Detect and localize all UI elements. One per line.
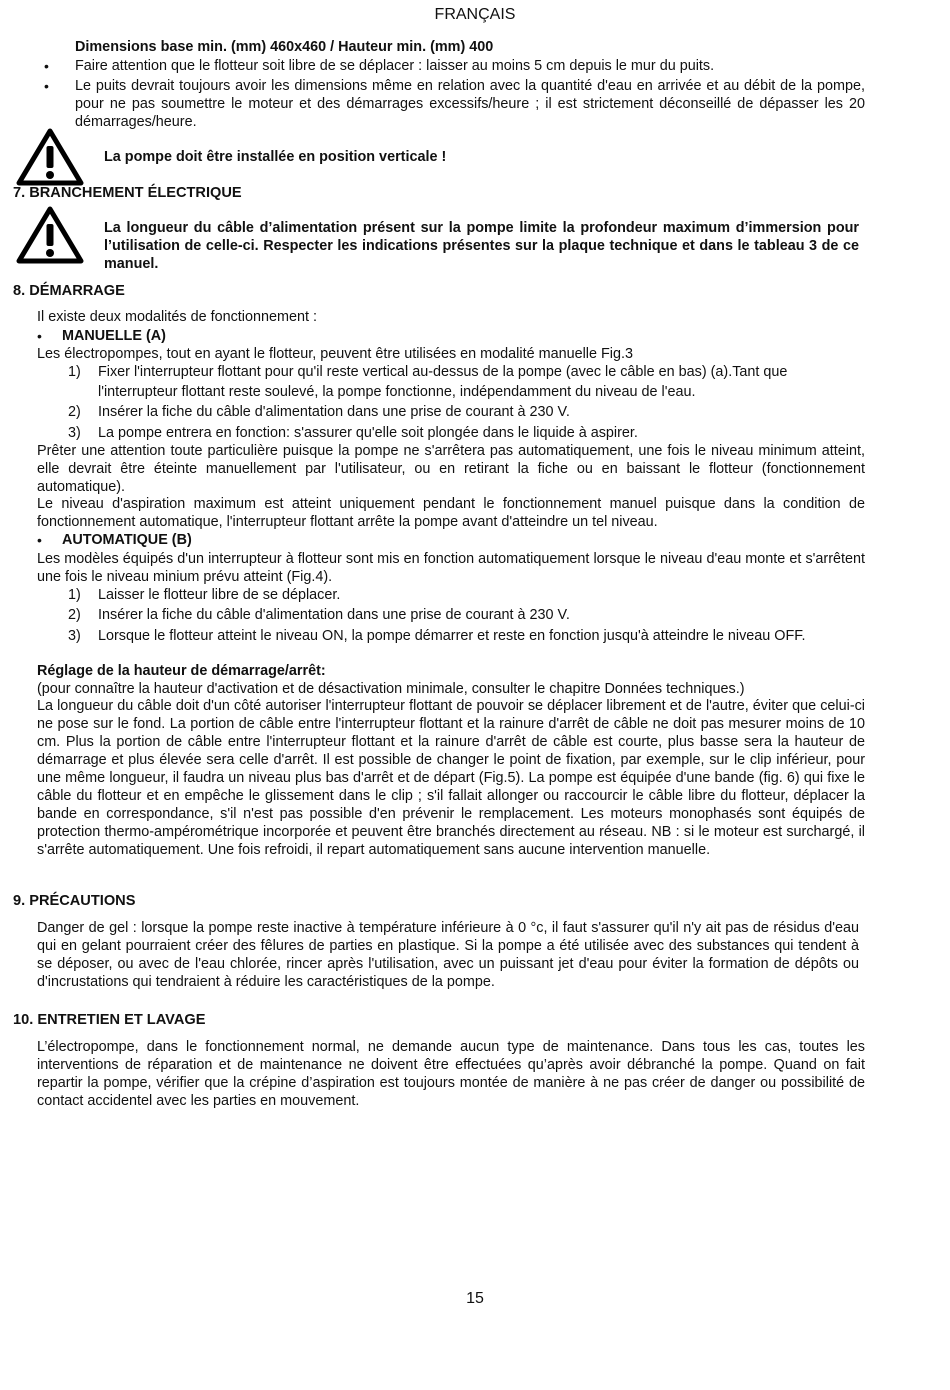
auto-step-3-number: 3)	[68, 628, 81, 644]
height-setting-note: (pour connaître la hauteur d'activation et de désactivation minimale, consulter le chapitre Données techniques.)	[37, 681, 745, 697]
manual-step-1-text-cont: l'interrupteur flottant reste soulevé, la pompe fonctionne, indépendamment du niveau de l'eau.	[98, 384, 696, 400]
page-header: FRANÇAIS	[434, 6, 516, 23]
auto-step-2-number: 2)	[68, 607, 81, 623]
manual-step-1-text: Fixer l'interrupteur flottant pour qu'il reste vertical au-dessus de la pompe (avec le câble en bas) (a).Tant que	[98, 364, 788, 380]
section-10-title: 10. ENTRETIEN ET LAVAGE	[13, 1012, 206, 1028]
precautions-text: Danger de gel : lorsque la pompe reste inactive à température inférieure à 0 °c, il faut s'assurer qu'il n'y ait pas de résidus d'eau qui en gelant pourraient créer des fêlures de parties en plastique. Si la pompe a été utilisée avec des substances qui tendent à se déposer, ou avec de l'eau chlorée, rincer après l'utilisation, avec un puissant jet d'eau pour éviter la formation de dépôts ou d'incrustations qui tendraient à réduire les caractéristiques de la pompe.	[37, 920, 859, 990]
bullet-icon: •	[37, 328, 42, 344]
manual-paragraph-1: Prêter une attention toute particulière puisque la pompe ne s'arrêtera pas automatiquement, une fois le niveau minimum atteint, elle devrait être éteinte manuellement par l'utilisateur, ou en retirant la fiche ou en baissant le flotteur (fonctionnement automatique).	[37, 443, 865, 495]
page-number: 15	[466, 1290, 484, 1307]
height-setting-title: Réglage de la hauteur de démarrage/arrêt:	[37, 663, 326, 679]
install-warning: La pompe doit être installée en position verticale !	[104, 149, 447, 165]
manual-step-3-text: La pompe entrera en fonction: s'assurer qu'elle soit plongée dans le liquide à aspirer.	[98, 425, 638, 441]
manual-mode-text: Les électropompes, tout en ayant le flotteur, peuvent être utilisées en modalité manuelle Fig.3	[37, 346, 633, 362]
manual-mode-title: MANUELLE (A)	[62, 328, 166, 344]
intro-bullet-2: Le puits devrait toujours avoir les dimensions même en relation avec la quantité d'eau en arrivée et au débit de la pompe, pour ne pas soumettre le moteur et des démarrages excessifs/heure ; il est strictement déconseillé de dépasser les 20 démarrages/heure.	[75, 78, 865, 130]
manual-step-2-text: Insérer la fiche du câble d'alimentation dans une prise de courant à 230 V.	[98, 404, 570, 420]
maintenance-text: L’électropompe, dans le fonctionnement normal, ne demande aucun type de maintenance. Dans tous les cas, toutes les interventions de réparation et de maintenance ne doivent être effectuées qu’après avoir débranché la pompe. Quand on fait repartir la pompe, vérifier que la crépine d’aspiration est toujours montée de manière à ne pas créer de danger ou possibilité de contact accidentel avec les parties en mouvement.	[37, 1039, 865, 1109]
automatic-mode-title: AUTOMATIQUE (B)	[62, 532, 192, 548]
auto-step-1-text: Laisser le flotteur libre de se déplacer.	[98, 587, 341, 603]
auto-step-2-text: Insérer la fiche du câble d'alimentation dans une prise de courant à 230 V.	[98, 607, 570, 623]
auto-step-1-number: 1)	[68, 587, 81, 603]
auto-step-3-text: Lorsque le flotteur atteint le niveau ON, la pompe démarrer et reste en fonction jusqu'à atteindre le niveau OFF.	[98, 628, 806, 644]
section-8-title: 8. DÉMARRAGE	[13, 283, 125, 299]
section-7-title: 7. BRANCHEMENT ÉLECTRIQUE	[13, 185, 242, 201]
height-setting-text: La longueur du câble doit d'un côté autoriser l'interrupteur flottant de pouvoir se déplacer librement et de l'autre, éviter que celui-ci ne pose sur le fond. La portion de câble entre l'interrupteur flottant et la rainure d'arrêt de câble ne doit pas mesurer moins de 10 cm. Plus la portion de câble entre l'interrupteur flottant et la rainure d'arrêt de câble est courte, plus basse sera la hauteur de démarrage et plus élevée sera celle d'arrêt. Il est possible de changer le point de fixation, par exemple, sur le clip inférieur, pour une même longueur, il faudra un niveau plus bas d'arrêt et de départ (Fig.5). La pompe est équipée d'une bande (fig. 6) qui fixe le câble du flotteur et en empêche le glissement dans le clip ; s'il fallait allonger ou raccourcir le câble libre du flotteur, déplacer la bande en correspondance, s'il n'est pas possible d'en prévenir le remplacement. Les moteurs monophasés sont équipés de protection thermo-ampérométrique incorporée et peuvent être branchés directement au réseau. NB : si le moteur est surchargé, il s'arrête automatiquement. Une fois refroidi, il repart automatiquement sans aucune intervention manuelle.	[37, 698, 865, 858]
modes-intro: Il existe deux modalités de fonctionnement :	[37, 309, 317, 325]
automatic-mode-text: Les modèles équipés d'un interrupteur à flotteur sont mis en fonction automatiquement lorsque le niveau d'eau monte et s'arrêtent une fois le niveau minium prévu atteint (Fig.4).	[37, 551, 865, 585]
bullet-icon: •	[44, 58, 49, 74]
warning-triangle-icon	[16, 128, 84, 186]
intro-bullet-1: Faire attention que le flotteur soit libre de se déplacer : laisser au moins 5 cm depuis le mur du puits.	[75, 58, 715, 74]
bullet-icon: •	[37, 532, 42, 548]
dimensions-line: Dimensions base min. (mm) 460x460 / Hauteur min. (mm) 400	[75, 39, 494, 55]
bullet-icon: •	[44, 78, 49, 94]
section-9-title: 9. PRÉCAUTIONS	[13, 893, 136, 909]
manual-step-2-number: 2)	[68, 404, 81, 420]
manual-step-1-number: 1)	[68, 364, 81, 380]
manual-step-3-number: 3)	[68, 425, 81, 441]
cable-warning: La longueur du câble d’alimentation présent sur la pompe limite la profondeur maximum d’immersion pour l’utilisation de celle-ci. Respecter les indications présentes sur la plaque technique et dans le tableau 3 de ce manuel.	[104, 220, 859, 272]
warning-triangle-icon	[16, 206, 84, 264]
manual-paragraph-2: Le niveau d'aspiration maximum est atteint uniquement pendant le fonctionnement manuel puisque dans la condition de fonctionnement automatique, l'interrupteur flottant arrête la pompe avant d'atteindre un tel niveau.	[37, 496, 865, 530]
